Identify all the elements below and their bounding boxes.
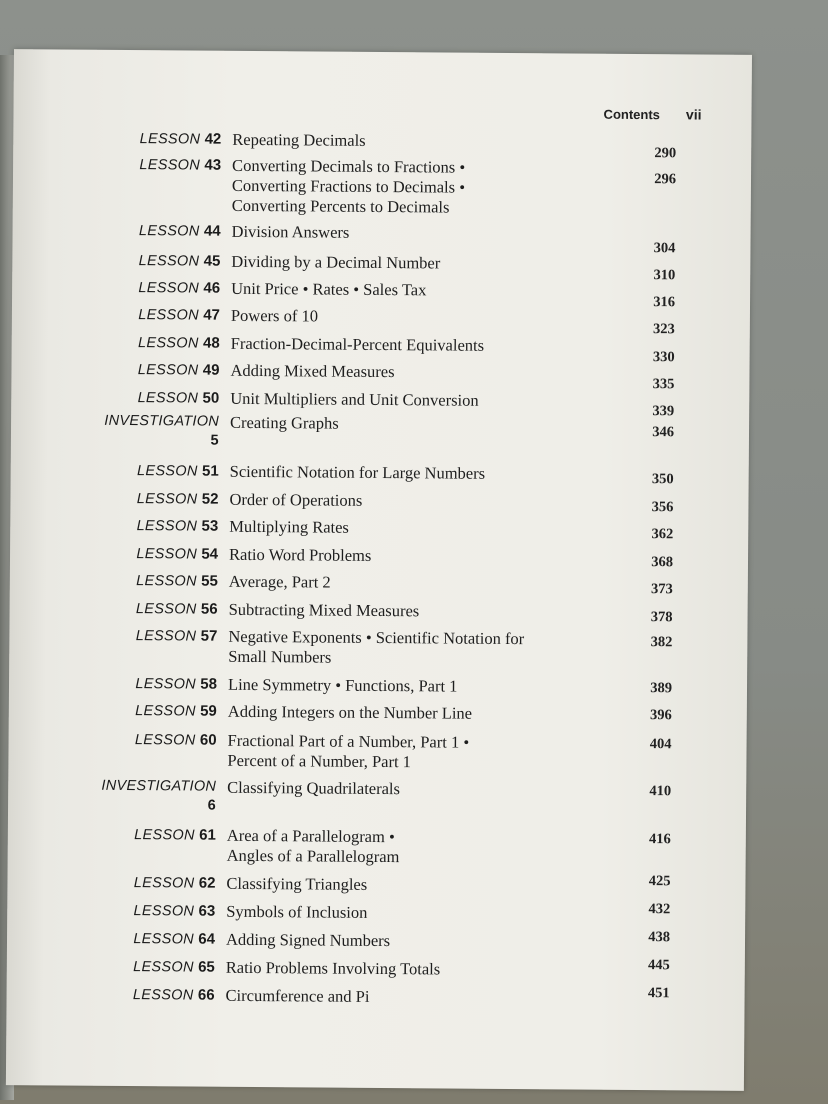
entry-page-number: 438 — [648, 929, 671, 946]
entry-type: LESSON — [135, 628, 197, 645]
entry-title — [230, 389, 610, 412]
entry-title-line: Circumference and Pi — [225, 985, 370, 1006]
entry-page-number: 339 — [652, 403, 675, 420]
book-page — [6, 49, 752, 1091]
lesson-label — [61, 128, 221, 149]
entry-title-line: Small Numbers — [228, 646, 332, 667]
entry-page-number: 362 — [651, 526, 674, 543]
entry-page-number: 346 — [652, 424, 675, 441]
entry-page-number: 350 — [651, 471, 674, 488]
entry-title — [226, 986, 606, 1009]
toc-entry — [13, 220, 751, 257]
entry-title — [226, 930, 606, 953]
entry-title — [228, 702, 608, 725]
entry-type: LESSON — [138, 223, 200, 240]
lesson-label — [58, 570, 218, 591]
entry-page-number: 373 — [650, 581, 673, 598]
lesson-label — [60, 332, 220, 353]
table-of-contents — [6, 49, 752, 1091]
lesson-label — [59, 460, 219, 481]
investigation-label — [56, 776, 216, 815]
lesson-label — [59, 387, 219, 408]
entry-number: 48 — [202, 334, 220, 352]
entry-type: LESSON — [134, 732, 196, 749]
entry-title-line: Creating Graphs — [230, 412, 339, 433]
lesson-label — [57, 673, 217, 694]
entry-page-number: 310 — [653, 267, 676, 284]
entry-title — [226, 874, 606, 897]
entry-title — [232, 156, 612, 219]
entry-number: 53 — [201, 517, 219, 535]
entry-page-number: 316 — [653, 294, 676, 311]
entry-type: LESSON — [132, 987, 194, 1004]
entry-title — [229, 490, 609, 513]
entry-title-line: Unit Multipliers and Unit Conversion — [230, 388, 479, 410]
entry-type: LESSON — [137, 390, 199, 407]
entry-title-line: Unit Price • Rates • Sales Tax — [231, 278, 427, 300]
entry-title — [228, 675, 608, 698]
toc-entry — [9, 700, 747, 724]
entry-title — [231, 306, 611, 329]
entry-number: 49 — [202, 361, 220, 379]
entry-title-line: Symbols of Inclusion — [226, 901, 368, 922]
entry-title-line: Converting Decimals to Fractions • — [232, 155, 466, 177]
lesson-label — [58, 598, 218, 619]
entry-number: 56 — [200, 600, 218, 618]
entry-title-line: Subtracting Mixed Measures — [228, 599, 420, 621]
entry-page-number: 432 — [648, 901, 671, 918]
entry-number: 51 — [201, 462, 219, 480]
entry-title-line: Converting Fractions to Decimals • — [231, 175, 466, 197]
entry-title — [226, 902, 606, 925]
header-title: Contents — [603, 106, 660, 123]
lesson-label — [60, 304, 220, 325]
entry-page-number: 356 — [651, 499, 674, 516]
entry-title-line: Fractional Part of a Number, Part 1 • — [227, 730, 470, 752]
toc-entry — [9, 729, 747, 772]
entry-page-number: 389 — [650, 680, 673, 697]
entry-title-line: Adding Mixed Measures — [230, 360, 395, 382]
entry-title-line: Powers of 10 — [230, 305, 319, 326]
entry-title — [231, 252, 611, 275]
entry-title-line: Area of a Parallelogram • — [226, 825, 395, 847]
toc-entry — [13, 128, 751, 162]
entry-title — [227, 731, 607, 774]
entry-number: 43 — [204, 156, 222, 174]
entry-title-line: Division Answers — [231, 221, 350, 242]
entry-type: INVESTIGATION — [101, 777, 217, 795]
entry-page-number: 304 — [653, 240, 676, 257]
entry-page-number: 335 — [652, 376, 675, 393]
entry-number: 65 — [198, 958, 215, 976]
lesson-label — [56, 824, 216, 845]
toc-entry — [8, 872, 746, 894]
entry-title — [230, 462, 610, 485]
lesson-label — [58, 543, 218, 564]
entry-type: LESSON — [137, 335, 199, 352]
entry-page-number: 425 — [648, 873, 671, 890]
entry-type: LESSON — [135, 703, 196, 720]
entry-page-number: 451 — [647, 985, 670, 1002]
entry-type: LESSON — [133, 959, 194, 976]
lesson-label — [55, 872, 215, 893]
header-page-number: vii — [685, 106, 702, 123]
entry-number: 57 — [200, 627, 218, 645]
entry-type: LESSON — [136, 546, 198, 563]
entry-type: LESSON — [135, 601, 197, 618]
entry-title-line: Classifying Triangles — [226, 873, 368, 894]
toc-entry — [8, 824, 746, 867]
entry-page-number: 296 — [654, 171, 677, 188]
toc-entry — [7, 928, 745, 951]
entry-number: 46 — [203, 279, 221, 297]
entry-page-number: 378 — [650, 609, 673, 626]
entry-title-line: Scientific Notation for Large Numbers — [229, 461, 486, 483]
entry-title-line: Adding Signed Numbers — [225, 929, 391, 951]
entry-title-line: Negative Exponents • Scientific Notation for — [228, 626, 525, 649]
entry-number: 60 — [199, 731, 217, 749]
entry-number: 64 — [198, 930, 216, 948]
entry-page-number: 404 — [649, 736, 672, 753]
entry-type: LESSON — [135, 676, 197, 693]
lesson-label — [57, 700, 217, 721]
entry-type: LESSON — [134, 827, 195, 844]
entry-title-line: Average, Part 2 — [228, 571, 331, 592]
entry-type: LESSON — [139, 131, 201, 148]
toc-entry — [7, 900, 745, 922]
entry-title-line: Adding Integers on the Number Line — [227, 701, 473, 723]
entry-page-number: 290 — [654, 145, 677, 162]
entry-title — [230, 361, 610, 384]
entry-title — [232, 130, 612, 153]
toc-entry — [7, 956, 745, 979]
investigation-label — [59, 411, 219, 450]
entry-number: 58 — [200, 675, 218, 693]
entry-number: 45 — [203, 252, 221, 270]
entry-type: LESSON — [136, 518, 198, 535]
entry-type: INVESTIGATION — [104, 412, 220, 430]
entry-number: 44 — [203, 222, 221, 240]
entry-title — [227, 826, 607, 869]
toc-entry — [8, 776, 746, 814]
lesson-label — [59, 359, 219, 380]
entry-title-line: Classifying Quadrilaterals — [227, 777, 401, 799]
entry-title-line: Line Symmetry • Functions, Part 1 — [227, 674, 458, 696]
lesson-label — [55, 956, 215, 977]
entry-number: 42 — [204, 130, 222, 148]
entry-title — [229, 572, 609, 595]
entry-title — [226, 958, 606, 981]
entry-type: LESSON — [138, 280, 200, 297]
entry-number: 59 — [200, 702, 217, 720]
entry-type: LESSON — [138, 307, 199, 324]
entry-page-number: 416 — [649, 831, 671, 848]
entry-title — [232, 222, 612, 245]
lesson-label — [61, 220, 221, 241]
entry-type: LESSON — [138, 253, 200, 270]
entry-page-number: 330 — [652, 349, 675, 366]
entry-number: 66 — [197, 986, 215, 1004]
entry-type: LESSON — [133, 903, 195, 920]
entry-number: 55 — [201, 572, 218, 590]
toc-entry — [7, 984, 745, 1006]
entry-title-line: Dividing by a Decimal Number — [231, 251, 441, 273]
entry-number: 5 — [210, 432, 220, 449]
entry-type: LESSON — [139, 157, 201, 174]
entry-title — [228, 627, 608, 670]
entry-page-number: 396 — [649, 707, 672, 724]
entry-type: LESSON — [136, 573, 197, 590]
lesson-label — [57, 729, 217, 750]
entry-title-line: Multiplying Rates — [229, 516, 349, 537]
entry-title-line: Converting Percents to Decimals — [231, 195, 450, 217]
entry-title — [231, 279, 611, 302]
entry-number: 52 — [201, 490, 219, 508]
entry-title-line: Percent of a Number, Part 1 — [227, 750, 412, 772]
entry-title — [227, 778, 607, 801]
entry-page-number: 323 — [653, 321, 675, 338]
lesson-label — [58, 488, 218, 509]
entry-title — [229, 545, 609, 568]
entry-page-number: 445 — [648, 957, 670, 974]
entry-title — [230, 413, 610, 436]
entry-number: 62 — [198, 874, 216, 892]
entry-title — [229, 600, 609, 623]
entry-number: 61 — [199, 826, 216, 844]
entry-number: 47 — [203, 306, 220, 324]
entry-page-number: 410 — [649, 783, 672, 800]
entry-page-number: 368 — [651, 554, 674, 571]
entry-number: 50 — [202, 389, 220, 407]
entry-number: 63 — [198, 902, 216, 920]
toc-entry — [11, 460, 749, 488]
lesson-label — [55, 984, 215, 1005]
entry-title — [229, 517, 609, 540]
entry-type: LESSON — [133, 875, 195, 892]
entry-title-line: Ratio Word Problems — [228, 544, 372, 565]
entry-type: LESSON — [136, 463, 198, 480]
lesson-label — [61, 154, 221, 175]
entry-page-number: 382 — [650, 634, 673, 651]
entry-type: LESSON — [137, 362, 199, 379]
entry-title-line: Angles of a Parallelogram — [226, 845, 400, 867]
lesson-label — [58, 515, 218, 536]
entry-number: 6 — [207, 797, 217, 814]
lesson-label — [60, 277, 220, 298]
entry-title-line: Fraction-Decimal-Percent Equivalents — [230, 333, 485, 355]
lesson-label — [55, 928, 215, 949]
entry-type: LESSON — [133, 931, 195, 948]
lesson-label — [57, 625, 217, 646]
toc-entry — [9, 673, 747, 697]
entry-title-line: Repeating Decimals — [232, 129, 366, 150]
entry-title-line: Order of Operations — [229, 489, 363, 510]
lesson-label — [55, 900, 215, 921]
entry-type: LESSON — [136, 491, 198, 508]
entry-title — [231, 334, 611, 357]
entry-number: 54 — [201, 545, 219, 563]
lesson-label — [60, 250, 220, 271]
entry-title-line: Ratio Problems Involving Totals — [225, 957, 441, 979]
